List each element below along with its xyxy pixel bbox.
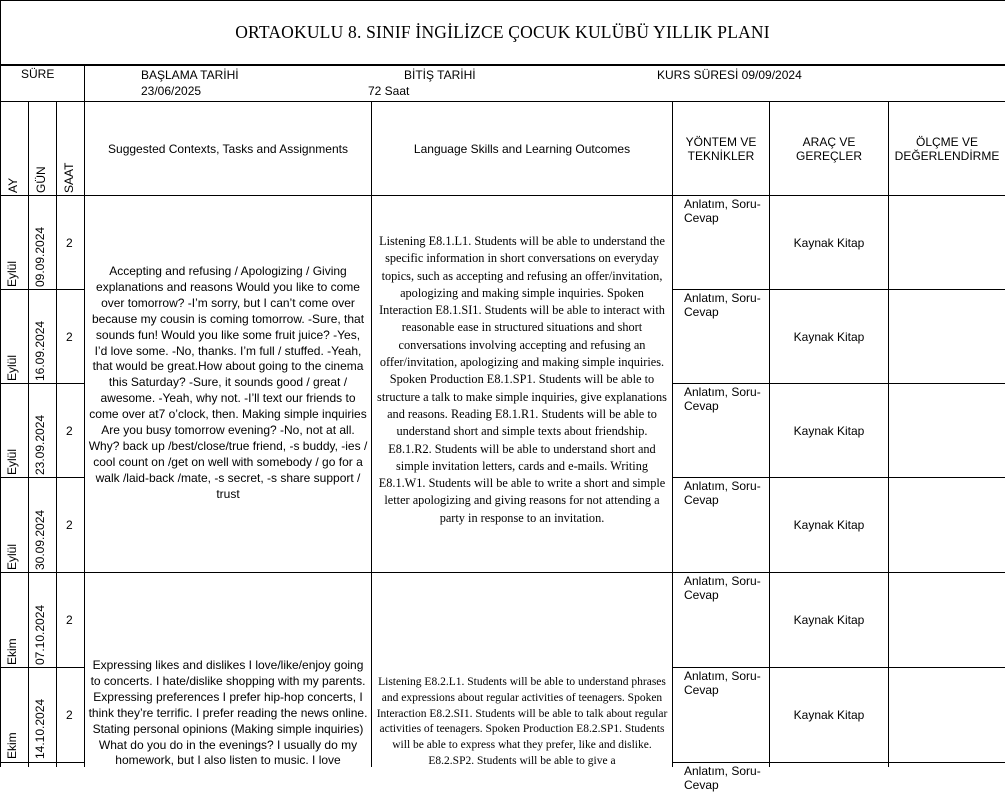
row-sep-1-left <box>0 289 85 290</box>
header-yontem: YÖNTEM VE TEKNİKLER <box>685 134 757 163</box>
row-arac: Kaynak Kitap <box>793 236 865 250</box>
row-arac: Kaynak Kitap <box>793 518 865 532</box>
row-ay: Ekim <box>5 638 19 665</box>
kurs-label: KURS SÜRESİ 09/09/2024 <box>657 68 802 82</box>
row-ay: Eylül <box>5 354 19 381</box>
row-ay: Eylül <box>5 448 19 475</box>
page-title: ORTAOKULU 8. SINIF İNGİLİZCE ÇOCUK KULÜBÜ YILLIK PLANI <box>235 22 770 42</box>
row-gun: 09.09.2024 <box>33 226 47 287</box>
row-sep-6-left <box>0 762 85 763</box>
row-ay: Ekim <box>5 732 19 759</box>
row-gun: 30.09.2024 <box>33 509 47 570</box>
row-saat: 2 <box>66 518 73 532</box>
header-bottom-border <box>0 195 1005 196</box>
row-gun: 14.10.2024 <box>33 698 47 759</box>
row-sep-1-right <box>672 289 1005 290</box>
row-arac: Kaynak Kitap <box>793 424 865 438</box>
row-yontem: Anlatım, Soru-Cevap <box>684 291 761 319</box>
row-yontem: Anlatım, Soru-Cevap <box>684 669 761 697</box>
row-sep-2-right <box>672 383 1005 384</box>
unit-contexts: Expressing likes and dislikes I love/like/enjoy going to concerts. I hate/dislike shopping with my parents. Expressing preferences I prefer hip-hop concerts, I think they’re terrific. I prefer reading the news online. Stating personal opinions (Making simple inquiries) What do you do in the evenings? I usually do my homework, but I also listen to music. I love <box>88 658 368 768</box>
row-arac: Kaynak Kitap <box>793 330 865 344</box>
row-gun: 07.10.2024 <box>33 604 47 665</box>
header-arac: ARAÇ VE GEREÇLER <box>795 134 863 163</box>
row-ay: Eylül <box>5 260 19 287</box>
unit-sep <box>0 572 1005 573</box>
bitis-label: BİTİŞ TARİHİ <box>404 68 476 82</box>
row-saat: 2 <box>66 236 73 250</box>
row-saat: 2 <box>66 424 73 438</box>
row-sep-5-right <box>672 667 1005 668</box>
header-skills: Language Skills and Learning Outcomes <box>413 141 631 156</box>
baslama-label: BAŞLAMA TARİHİ <box>141 68 239 82</box>
header-saat: SAAT <box>62 162 76 193</box>
unit-skills: Listening E8.1.L1. Students will be able to understand the specific information in short conversations on everyday topics, such as accepting and refusing an offer/invitation, apologizing and making simple inquiries. Spoken Interaction E8.1.SI1. Students will be able to interact with reasonable ease in structured situations and short conversations involving accepting and refusing an offer/invitation, apologizing and making simple inquiries. Spoken Production E8.1.SP1. Students will be able to structure a talk to make simple inquiries, give explanations and reasons. Reading E8.1.R1. Students will be able to understand short and simple texts about friendship. E8.1.R2. Students will be able to understand short and simple invitation letters, cards and e-mails. Writing E8.1.W1. Students will be able to write a short and simple letter apologizing and giving reasons for not attending a party in response to an invitation. <box>377 234 667 525</box>
sure-label: SÜRE <box>21 67 55 81</box>
baslama-value: 23/06/2025 <box>141 84 202 98</box>
row-sep-3-left <box>0 477 85 478</box>
header-ay: AY <box>6 177 20 193</box>
bitis-value: 72 Saat <box>368 84 410 98</box>
row-sep-5-left <box>0 667 85 668</box>
row-ay: Eylül <box>5 543 19 570</box>
row-sep-2-left <box>0 383 85 384</box>
row-gun: 16.09.2024 <box>33 320 47 381</box>
unit-contexts: Accepting and refusing / Apologizing / Giving explanations and reasons Would you like to come over tomorrow? -I’m sorry, but I can’t come over because my cousin is coming tomorrow. -Sure, that sounds fun! Would you like some fruit juice? -Yes, I’d love some. -No, thanks. I’m full / stuffed. -Yeah, that would be great.How about going to the cinema this Saturday? -Sure, it sounds good / great / awesome. -Yeah, why not. -I’ll text our friends to come over at7 o’clock, then. Making simple inquiries Are you busy tomorrow evening? -No, not at all. Why? back up /best/close/true friend, -s buddy, -ies / cool count on /get on well with somebody / go for a walk /laid-back /mate, -s secret, -s share support / trust <box>88 264 368 501</box>
row-sep-6-right <box>672 762 1005 763</box>
row-yontem-partial: Anlatım, Soru-Cevap <box>684 764 761 792</box>
row-saat: 2 <box>66 330 73 344</box>
header-olcme: ÖLÇME VE DEĞERLENDİRME <box>894 134 1000 163</box>
row-sep-3-right <box>672 477 1005 478</box>
row-yontem: Anlatım, Soru-Cevap <box>684 385 761 413</box>
row-yontem: Anlatım, Soru-Cevap <box>684 197 761 225</box>
row-yontem: Anlatım, Soru-Cevap <box>684 574 761 602</box>
row-yontem: Anlatım, Soru-Cevap <box>684 479 761 507</box>
top-border <box>0 0 1005 1</box>
header-gun: GÜN <box>34 166 48 193</box>
row-arac: Kaynak Kitap <box>793 613 865 627</box>
row-gun: 23.09.2024 <box>33 414 47 475</box>
row-saat: 2 <box>66 708 73 722</box>
title-bottom-border <box>0 64 1005 66</box>
row-saat: 2 <box>66 613 73 627</box>
col-line-contexts <box>371 102 372 767</box>
row-arac: Kaynak Kitap <box>793 708 865 722</box>
unit-skills: Listening E8.2.L1. Students will be able to understand phrases and expressions about regular activities of teenagers. Spoken Interaction E8.2.SI1. Students will be able to talk about regular activities of teenagers. Spoken Production E8.2.SP1. Students will be able to express what they prefer, like and dislike. E8.2.SP2. Students will be able to give a <box>376 676 668 767</box>
header-contexts: Suggested Contexts, Tasks and Assignments <box>108 141 348 156</box>
